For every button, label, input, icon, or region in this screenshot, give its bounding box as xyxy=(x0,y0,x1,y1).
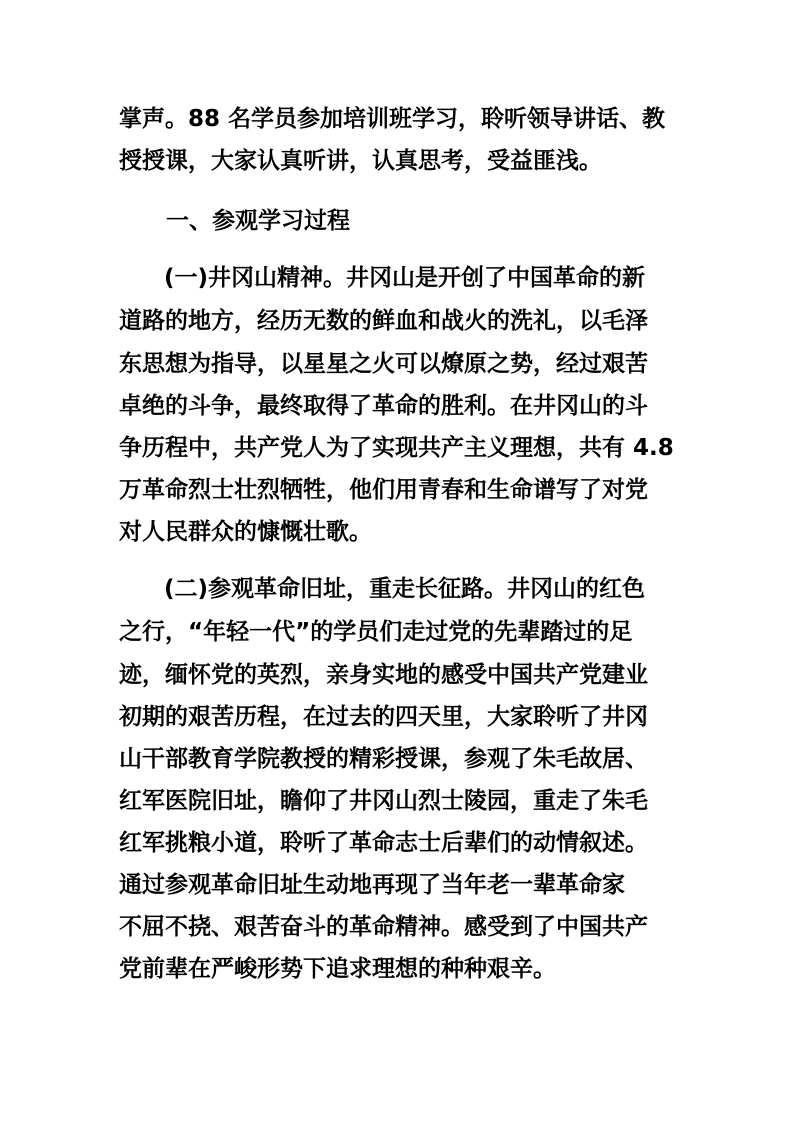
text-line: (一)井冈山精神。井冈山是开创了中国革命的新 xyxy=(164,265,646,291)
text-line: 山干部教育学院教授的精彩授课，参观了朱毛故居、 xyxy=(119,746,648,772)
text-line: 迹，缅怀党的英烈，亲身实地的感受中国共产党建业 xyxy=(119,662,648,688)
section-heading: 一、参观学习过程 xyxy=(166,208,350,234)
text-line: 东思想为指导，以星星之火可以燎原之势，经过艰苦 xyxy=(119,351,648,377)
text-line: 通过参观革命旧址生动地再现了当年老一辈革命家 xyxy=(119,872,625,898)
text-line: 授授课，大家认真听讲，认真思考，受益匪浅。 xyxy=(119,148,602,174)
text-line: 道路的地方，经历无数的鲜血和战火的洗礼，以毛泽 xyxy=(119,308,648,334)
text-line: 对人民群众的慷慨壮歌。 xyxy=(119,519,372,545)
text-line: 红军医院旧址，瞻仰了井冈山烈士陵园，重走了朱毛 xyxy=(119,788,648,814)
text-line: 万革命烈士壮烈牺牲，他们用青春和生命谱写了对党 xyxy=(119,477,648,503)
text-line: 初期的艰苦历程，在过去的四天里，大家聆听了井冈 xyxy=(119,704,648,730)
text-line: 红军挑粮小道，聆听了革命志士后辈们的动情叙述。 xyxy=(119,830,648,856)
text-line: 争历程中，共产党人为了实现共产主义理想，共有 4.8 xyxy=(119,435,674,461)
text-line: 卓绝的斗争，最终取得了革命的胜利。在井冈山的斗 xyxy=(119,393,648,419)
text-line: (二)参观革命旧址，重走长征路。井冈山的红色 xyxy=(164,576,646,602)
text-line: 不屈不挠、艰苦奋斗的革命精神。感受到了中国共产 xyxy=(119,914,648,940)
text-line: 党前辈在严峻形势下追求理想的种种艰辛。 xyxy=(119,956,556,982)
text-line: 掌声。88 名学员参加培训班学习，聆听领导讲话、教 xyxy=(119,106,666,132)
text-line: 之行，“年轻一代”的学员们走过党的先辈踏过的足 xyxy=(119,619,633,645)
